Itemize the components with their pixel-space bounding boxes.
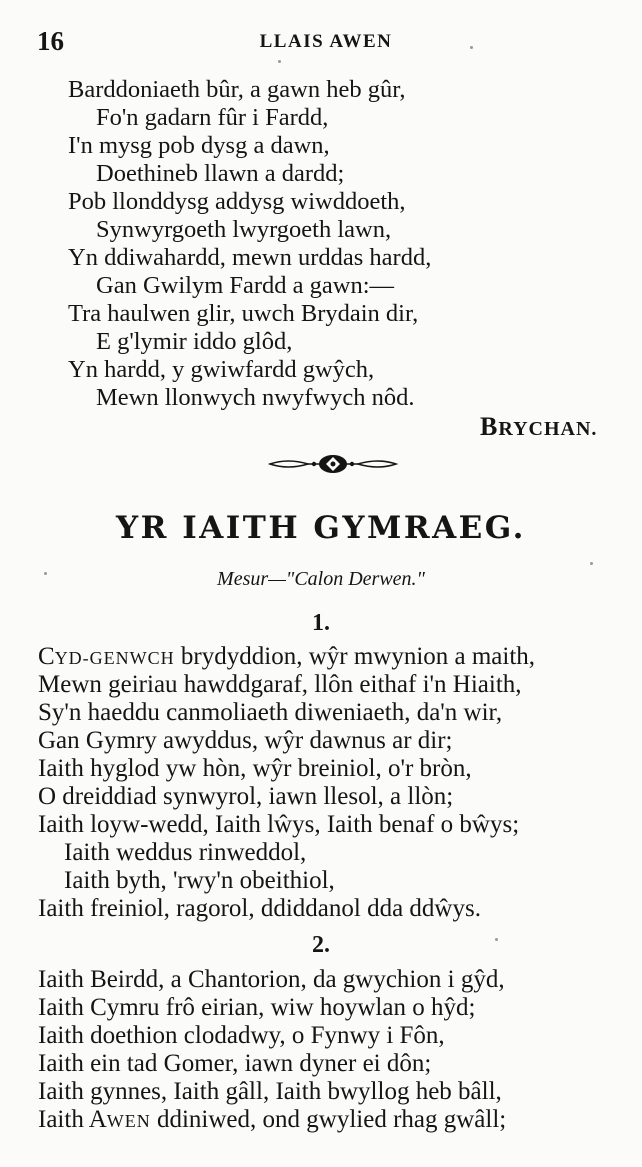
poem-line bbox=[38, 1106, 506, 1135]
attribution-initial: B bbox=[480, 412, 499, 441]
poem-line: Iaith ein tad Gomer, iawn dyner ei dôn; bbox=[38, 1050, 432, 1077]
page-number: 16 bbox=[37, 26, 64, 56]
poem-line: Iaith Beirdd, a Chantorion, da gwychion i gŷd, bbox=[38, 966, 505, 993]
poem-line: Synwyrgoeth lwyrgoeth lawn, bbox=[96, 216, 392, 243]
poem-line: Mewn geiriau hawddgaraf, llôn eithaf i'n Hiaith, bbox=[38, 671, 522, 698]
poem-line: Iaith weddus rinweddol, bbox=[64, 839, 307, 866]
poem-title: YR IAITH GYMRAEG. bbox=[116, 510, 526, 546]
poem-line: Gan Gwilym Fardd a gawn:— bbox=[96, 272, 395, 299]
scan-speck bbox=[470, 46, 473, 49]
attribution-rest: RYCHAN. bbox=[498, 418, 598, 440]
scan-speck bbox=[44, 572, 47, 575]
small-caps-word: WEN bbox=[106, 1111, 151, 1131]
decorative-rule-ornament-icon bbox=[268, 452, 398, 476]
scan-speck bbox=[495, 938, 498, 941]
poem-line: Iaith doethion clodadwy, o Fynwy i Fôn, bbox=[38, 1022, 445, 1049]
poem-line: Iaith hyglod yw hòn, wŷr breiniol, o'r bròn, bbox=[38, 755, 472, 782]
poem-line: Mewn llonwych nwyfwych nôd. bbox=[96, 384, 415, 411]
poem-line: Yn hardd, y gwiwfardd gwŷch, bbox=[68, 356, 375, 383]
poem-line: I'n mysg pob dysg a dawn, bbox=[68, 132, 330, 159]
poem-line: Iaith freiniol, ragorol, ddiddanol dda ddŵys. bbox=[38, 895, 481, 922]
poem-line: Barddoniaeth bûr, a gawn heb gûr, bbox=[68, 76, 406, 103]
small-caps-word: YD-GENWCH bbox=[54, 648, 175, 668]
poem-line: O dreiddiad synwyrol, iawn llesol, a llòn; bbox=[38, 783, 454, 810]
poem-line: Gan Gymry awyddus, wŷr dawnus ar dir; bbox=[38, 727, 453, 754]
stanza-number: 1. bbox=[312, 610, 330, 636]
scan-speck bbox=[278, 60, 281, 63]
poem-line: Iaith loyw-wedd, Iaith lŵys, Iaith benaf o bŵys; bbox=[38, 811, 520, 838]
line-text: Iaith bbox=[38, 1106, 89, 1133]
drop-initial: C bbox=[38, 643, 55, 670]
poem-line: Tra haulwen glir, uwch Brydain dir, bbox=[68, 300, 419, 327]
line-text: ddiniwed, ond gwylied rhag gwâll; bbox=[150, 1106, 507, 1133]
poem-line: Sy'n haeddu canmoliaeth diweniaeth, da'n wir, bbox=[38, 699, 503, 726]
poem-line: Pob llonddysg addysg wiwddoeth, bbox=[68, 188, 406, 215]
author-attribution bbox=[480, 412, 597, 442]
poem-line: Yn ddiwahardd, mewn urddas hardd, bbox=[68, 244, 432, 271]
poem-line: Iaith gynnes, Iaith gâll, Iaith bwyllog heb bâll, bbox=[38, 1078, 502, 1105]
poem-line: Doethineb llawn a dardd; bbox=[96, 160, 345, 187]
poem-line: Iaith byth, 'rwy'n obeithiol, bbox=[64, 867, 335, 894]
scan-speck bbox=[590, 562, 593, 565]
line-text: brydyddion, wŷr mwynion a maith, bbox=[174, 643, 536, 670]
poem-line: E g'lymir iddo glôd, bbox=[96, 328, 293, 355]
poem-line: Iaith Cymru frô eirian, wiw hoywlan o hŷd; bbox=[38, 994, 476, 1021]
poem-line bbox=[38, 643, 535, 672]
running-head: LLAIS AWEN bbox=[259, 31, 393, 52]
stanza-number: 2. bbox=[312, 932, 330, 958]
small-caps-initial: A bbox=[88, 1106, 107, 1133]
poem-line: Fo'n gadarn fûr i Fardd, bbox=[96, 104, 329, 131]
poem-meter-subtitle: Mesur—"Calon Derwen." bbox=[217, 568, 425, 590]
